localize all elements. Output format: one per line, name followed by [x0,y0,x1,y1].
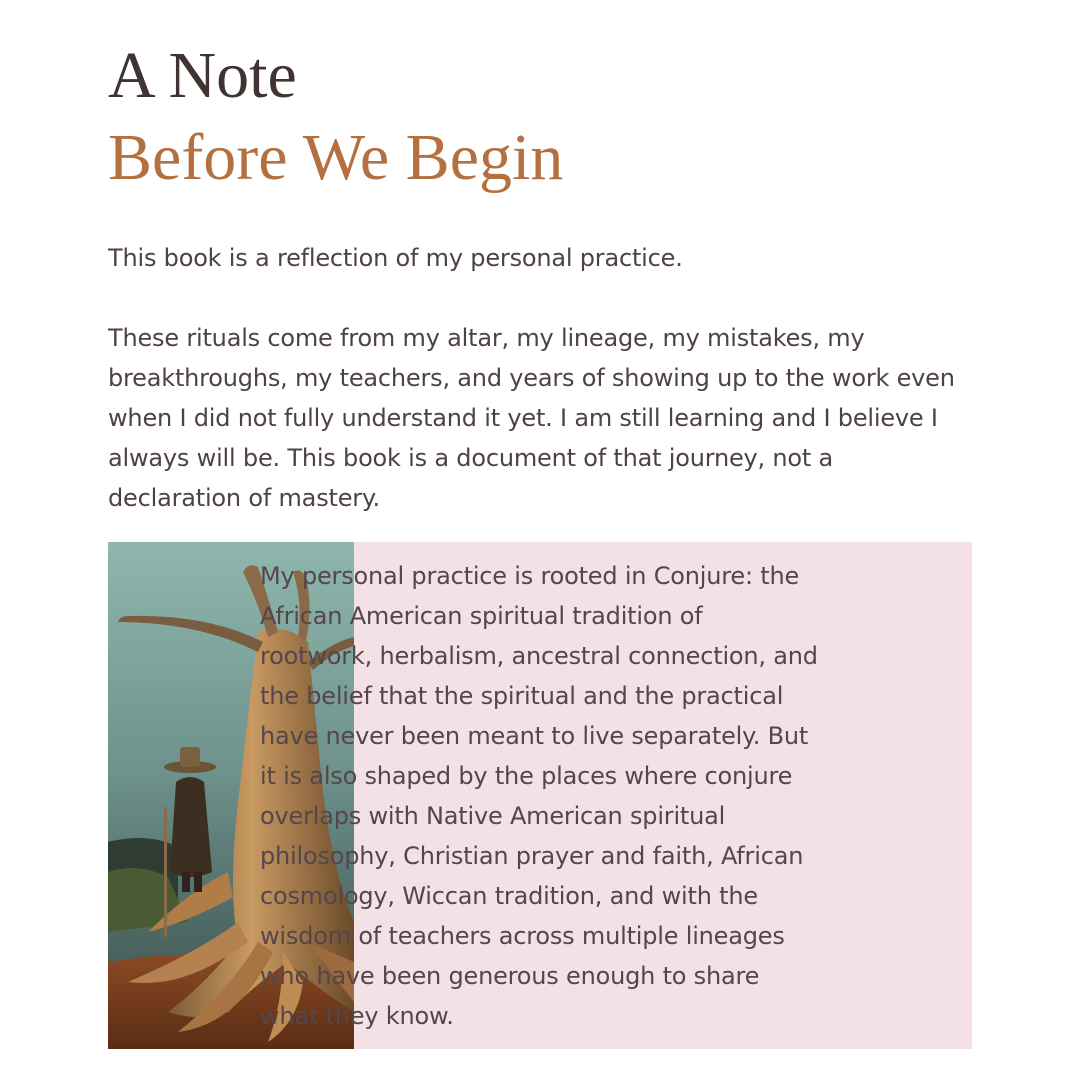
feature-line: who have been generous enough to share [260,962,760,990]
feature-line: what they know. [260,1002,454,1030]
feature-line: rootwork, herbalism, ancestral connection, and [260,642,818,670]
feature-line: overlaps with Native American spiritual [260,802,726,830]
feature-line: it is also shaped by the places where conjure [260,762,793,790]
feature-line: cosmology, Wiccan tradition, and with the [260,882,758,910]
feature-line: the belief that the spiritual and the practical [260,682,784,710]
feature-paragraph [260,556,860,1036]
feature-line: African American spiritual tradition of [260,602,703,630]
title-line-1: A Note [108,39,297,112]
feature-line: My personal practice is rooted in Conjure: the [260,562,800,590]
feature-line: wisdom of teachers across multiple lineages [260,922,785,950]
feature-line: philosophy, Christian prayer and faith, African [260,842,804,870]
body-paragraph: These rituals come from my altar, my lineage, my mistakes, my breakthroughs, my teachers, and years of showing up to the work even when I did not fully understand it yet. I am still learning and I believe I always will be. This book is a document of that journey, not a declaration of mastery. [108,324,955,512]
title-line-2: Before We Begin [108,121,564,194]
feature-line: have never been meant to live separately. But [260,722,809,750]
intro-paragraph: This book is a reflection of my personal practice. [108,244,683,272]
